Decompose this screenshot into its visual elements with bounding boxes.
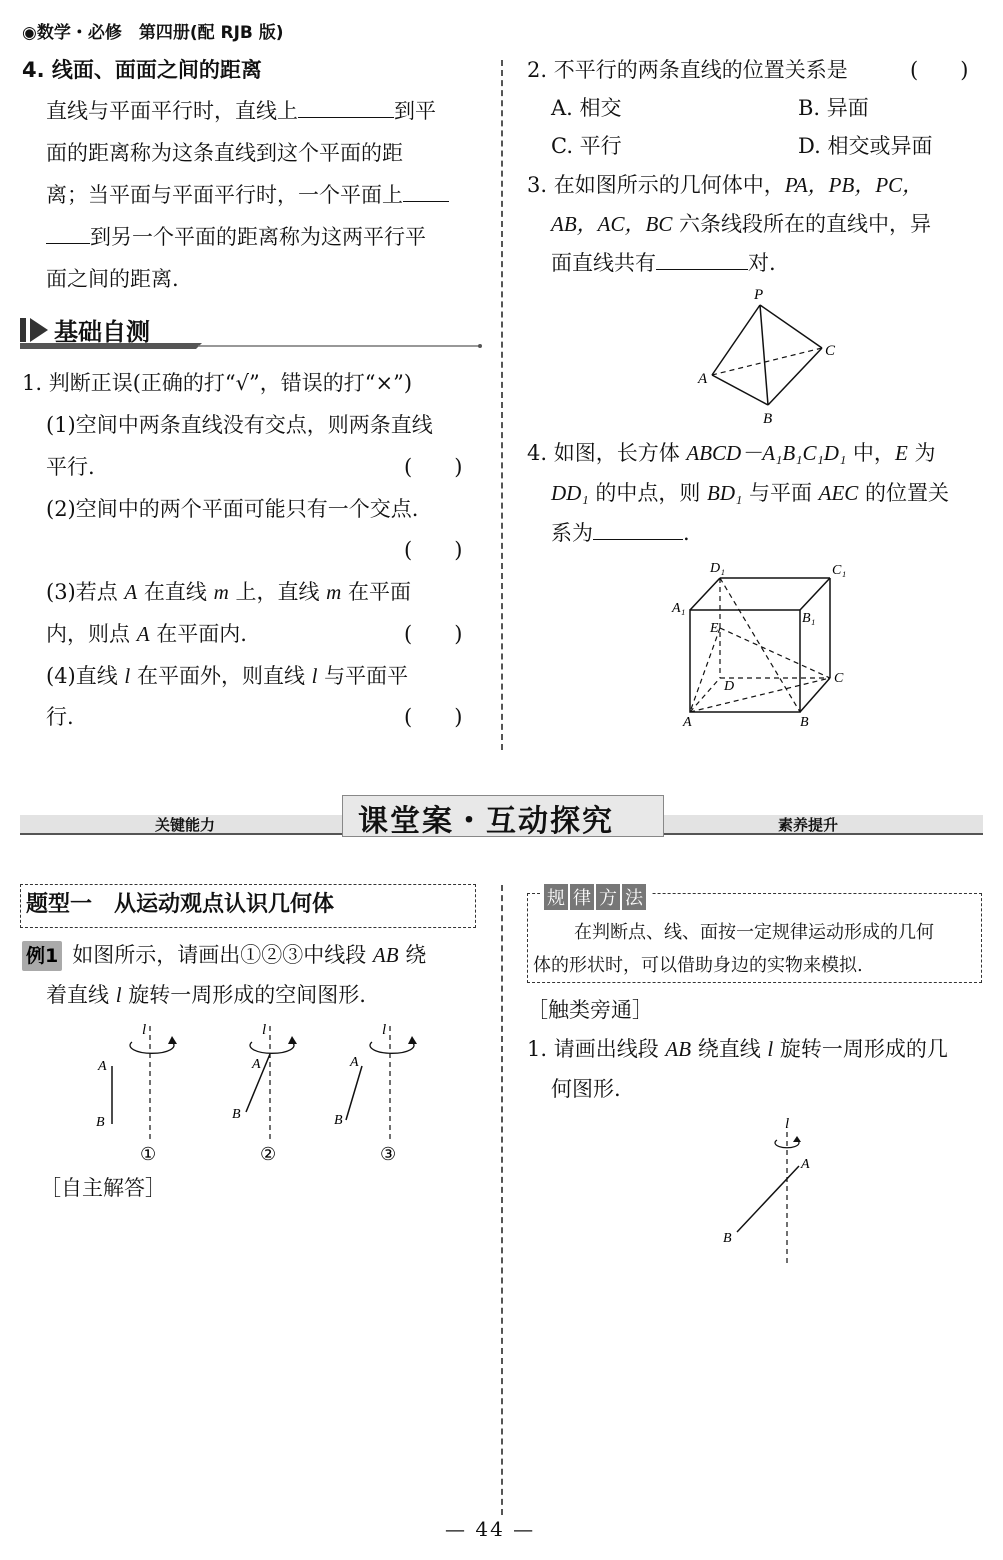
q1-1-line1: (1)空间中两条直线没有交点，则两条直线 [46, 413, 433, 437]
q4-line2: DD₁ 的中点，则 BD₁ 与平面 AEC 的位置关 [551, 481, 950, 505]
type1-heading: 题型一 从运动观点认识几何体 [26, 892, 335, 917]
self-answer-heading: ［自主解答］ [40, 1176, 166, 1200]
page-number: — 44 — [445, 1517, 536, 1541]
example1-tag: 例1 [22, 941, 62, 971]
analogy-axis-label: l [785, 1116, 790, 1132]
rotation-figure-3 [334, 1022, 417, 1164]
cube-label-b: B [800, 715, 809, 730]
fig2-label-b: B [232, 1107, 241, 1122]
self-test-banner [20, 310, 482, 352]
q2-option-b: B. 异面 [798, 96, 869, 120]
item4-line2: 面的距离称为这条直线到这个平面的距 [46, 141, 403, 165]
q3-line3: 面直线共有 对. [551, 251, 776, 275]
q2-stem: 2. 不平行的两条直线的位置关系是 [527, 58, 848, 82]
method-tag-2: 律 [570, 884, 594, 910]
q2-option-c: C. 平行 [551, 134, 622, 158]
fig3-label-b: B [334, 1113, 343, 1128]
cube-label-e: E [710, 621, 719, 636]
self-test-heading: 基础自测 [54, 318, 150, 346]
q1-2-answer-paren[interactable]: ( ) [404, 538, 463, 562]
q1-4-line1: (4)直线 l 在平面外，则直线 l 与平面平 [46, 664, 409, 688]
example1-line2: 着直线 l 旋转一周形成的空间图形. [46, 983, 366, 1007]
fig1-label-b: B [96, 1115, 105, 1130]
cube-label-c1: C₁ [832, 563, 847, 578]
fig1-label-a: A [98, 1059, 107, 1074]
analogy-q1-line1: 1. 请画出线段 AB 绕直线 l 旋转一周形成的几 [527, 1037, 948, 1061]
q1-3-line1: (3)若点 A 在直线 m 上，直线 m 在平面 [46, 580, 411, 604]
method-tag-3: 方 [596, 884, 620, 910]
q1-3-answer-paren[interactable]: ( ) [404, 622, 463, 646]
analogy-q1-line2: 何图形. [551, 1077, 621, 1101]
item4-line5: 面之间的距离. [46, 267, 179, 291]
analogy-label-a: A [801, 1157, 810, 1172]
fig2-number: ② [260, 1144, 277, 1164]
tetra-label-c: C [825, 343, 836, 359]
tetra-label-a: A [698, 371, 708, 387]
q1-3-line2: 内，则点 A 在平面内. [46, 622, 247, 646]
banner-right: 素养提升 [778, 816, 839, 834]
cube-label-a: A [683, 715, 692, 730]
rotation-figures [80, 1020, 440, 1170]
q1-stem: 1. 判断正误(正确的打“√”，错误的打“×”) [22, 371, 413, 395]
q1-1-line2: 平行. [46, 455, 95, 479]
q2-option-d: D. 相交或异面 [798, 134, 933, 158]
column-divider-bottom [501, 885, 503, 1515]
q1-4-answer-paren[interactable]: ( ) [404, 705, 463, 729]
method-tags [540, 884, 652, 910]
fig2-axis-label: l [262, 1022, 267, 1038]
fig3-axis-label: l [382, 1022, 387, 1038]
q3-line2: AB，AC，BC 六条线段所在的直线中，异 [551, 212, 932, 236]
tetrahedron-figure [690, 283, 850, 428]
q1-1-answer-paren[interactable]: ( ) [404, 455, 463, 479]
fig1-number: ① [140, 1144, 157, 1164]
cube-label-a1: A₁ [672, 601, 686, 616]
cube-label-d: D [724, 679, 735, 694]
fig1-axis-label: l [142, 1022, 147, 1038]
cube-label-c: C [834, 671, 844, 686]
q4-line1: 4. 如图，长方体 ABCD－A₁B₁C₁D₁ 中，E 为 [527, 441, 936, 465]
self-answer-area[interactable] [40, 1210, 480, 1500]
page-header: ◉数学・必修 第四册(配 RJB 版) [22, 23, 284, 43]
analogy-figure [715, 1112, 835, 1272]
cube-label-d1: D₁ [710, 561, 725, 576]
banner-left: 关键能力 [155, 816, 216, 834]
tetra-label-p: P [754, 287, 764, 303]
rotation-figure-2 [232, 1022, 297, 1164]
item4-line3: 离；当平面与平面平行时，一个平面上 [46, 180, 449, 210]
q4-line3: 系为 . [551, 521, 690, 545]
q3-line1: 3. 在如图所示的几何体中，PA，PB，PC， [527, 173, 924, 197]
item4-heading: 4. 线面、面面之间的距离 [22, 58, 262, 82]
section-banner [20, 795, 983, 840]
fig3-number: ③ [380, 1144, 397, 1164]
column-divider-top [501, 60, 503, 750]
tetra-label-b: B [763, 411, 773, 427]
method-tag-1: 规 [544, 884, 568, 910]
cube-label-b1: B₁ [802, 611, 816, 626]
rotation-figure-1 [96, 1022, 177, 1164]
item4-line4: 到另一个平面的距离称为这两平行平 [46, 222, 426, 252]
example1-line1: 例1 如图所示，请画出①②③中线段 AB 绕 [22, 940, 426, 971]
method-tag-4: 法 [622, 884, 646, 910]
cuboid-figure [668, 556, 858, 736]
method-line2: 体的形状时，可以借助身边的实物来模拟. [533, 955, 863, 976]
banner-title: 课堂案・互动探究 [358, 804, 614, 839]
q1-4-line2: 行. [46, 705, 74, 729]
q2-answer-paren[interactable]: ( ) [910, 58, 969, 82]
analogy-label-b: B [723, 1231, 732, 1246]
fig2-label-a: A [252, 1057, 261, 1072]
q2-option-a: A. 相交 [551, 96, 622, 120]
item4-line1: 直线与平面平行时，直线上 到平 [46, 99, 436, 123]
fig3-label-a: A [350, 1055, 359, 1070]
method-line1: 在判断点、线、面按一定规律运动形成的几何 [574, 922, 934, 943]
q1-2-line1: (2)空间中的两个平面可能只有一个交点. [46, 497, 419, 521]
analogy-heading: ［触类旁通］ [527, 998, 653, 1022]
